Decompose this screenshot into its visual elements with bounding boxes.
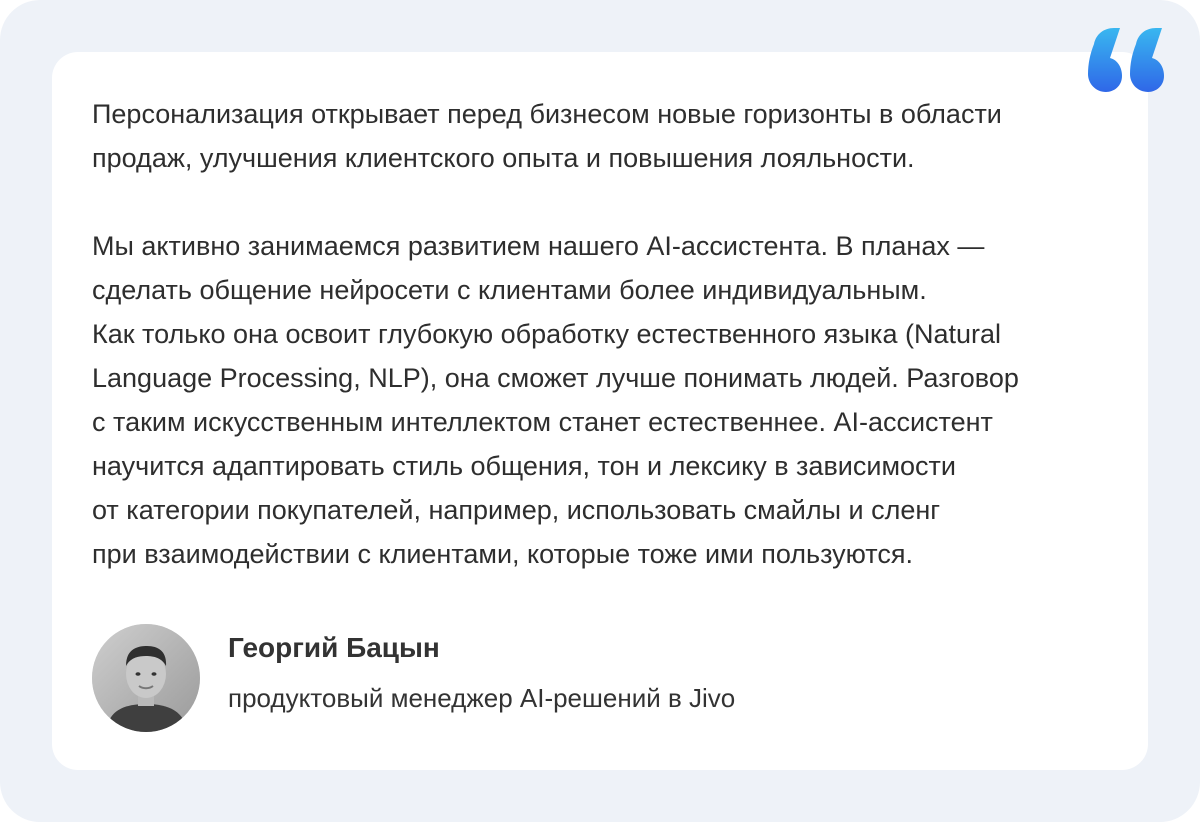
text-line: Мы активно занимаемся развитием нашего AI-ассистента. В планах — (92, 231, 985, 261)
text-line: Персонализация открывает перед бизнесом новые горизонты в области (92, 99, 1002, 129)
text-line: Как только она освоит глубокую обработку естественного языка (Natural (92, 319, 1001, 349)
quote-text (92, 92, 1122, 576)
text-line: научится адаптировать стиль общения, тон и лексику в зависимости (92, 451, 956, 481)
text-line: от категории покупателей, например, использовать смайлы и сленг (92, 495, 941, 525)
text-line: сделать общение нейросети с клиентами более индивидуальным. (92, 275, 927, 305)
text-line: с таким искусственным интеллектом станет естественнее. AI-ассистент (92, 407, 993, 437)
author-name: Георгий Бацын (228, 632, 440, 663)
quote-paragraph (92, 92, 1122, 180)
quote-paragraph (92, 224, 1122, 576)
quote-mark-icon (1086, 26, 1170, 94)
author-role: продуктовый менеджер AI-решений в Jivo (228, 683, 736, 713)
author-avatar (92, 624, 200, 732)
text-line: при взаимодействии с клиентами, которые тоже ими пользуются. (92, 539, 913, 569)
avatar-photo (92, 624, 200, 732)
text-line: Language Processing, NLP), она сможет лучше понимать людей. Разговор (92, 363, 1019, 393)
text-line: продаж, улучшения клиентского опыта и повышения лояльности. (92, 143, 915, 173)
